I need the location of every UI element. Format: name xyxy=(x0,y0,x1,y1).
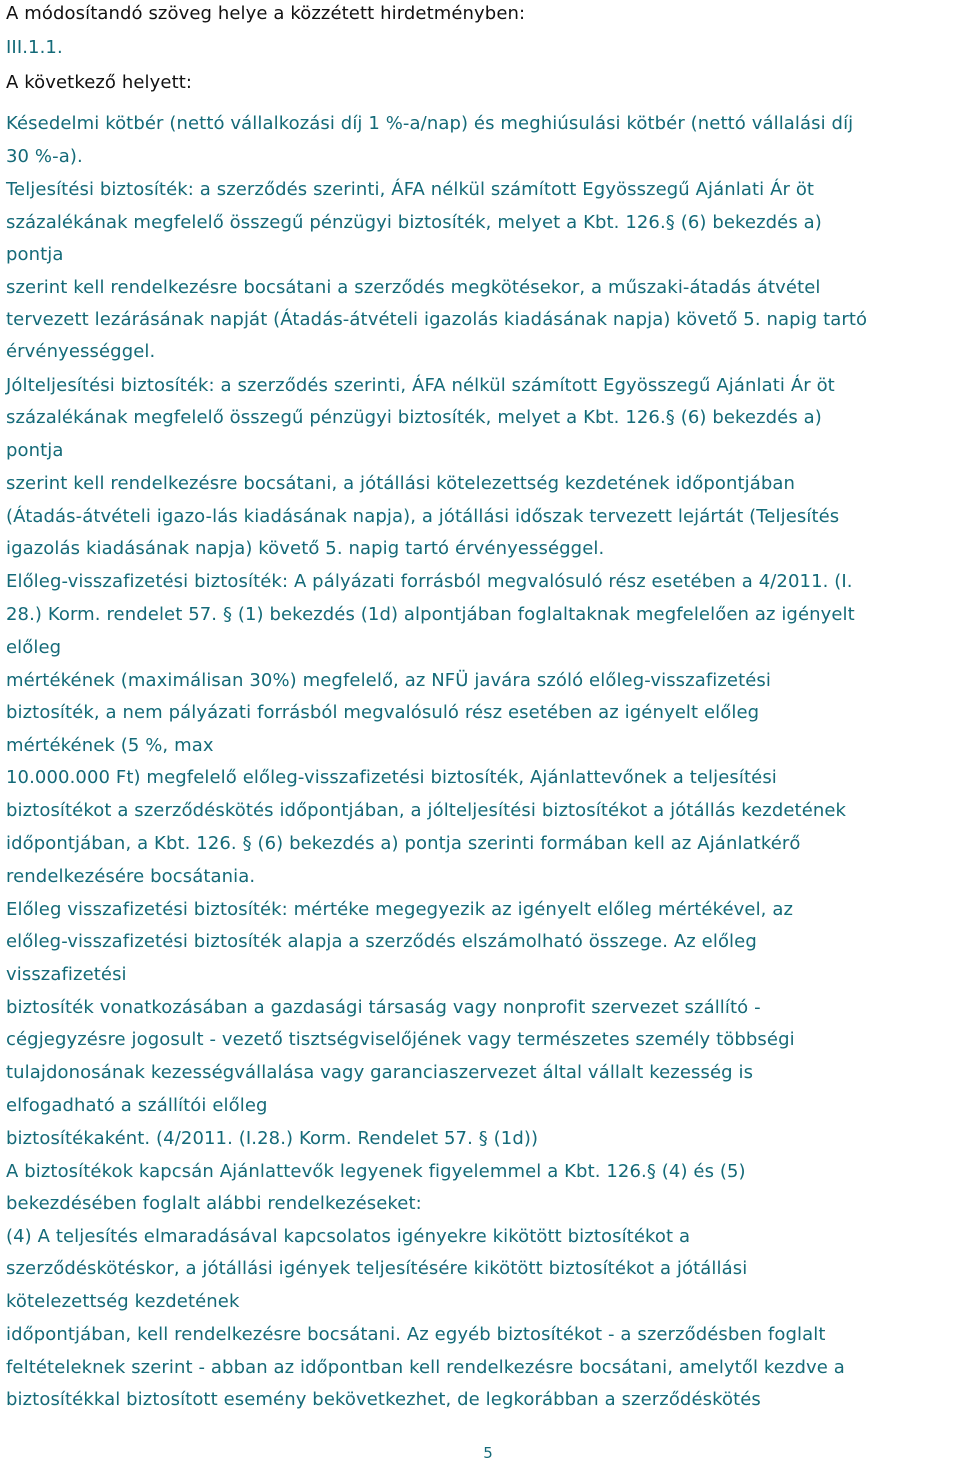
text-line: pontja xyxy=(6,244,64,265)
text-line: tulajdonosának kezességvállalása vagy garanciaszervezet által vállalt kezesség is xyxy=(6,1062,754,1083)
text-line: biztosíték, a nem pályázati forrásból megvalósuló rész esetében az igényelt előleg xyxy=(6,702,760,723)
text-line: pontja xyxy=(6,440,64,461)
text-line: biztosítékot a szerződéskötés időpontjában, a jólteljesítési biztosítékot a jótállás kezdetének xyxy=(6,800,847,821)
text-line: Késedelmi kötbér (nettó vállalkozási díj 1 %-a/nap) és meghiúsulási kötbér (nettó vállalási díj xyxy=(6,113,854,134)
text-line: érvényességgel. xyxy=(6,341,156,362)
text-line: időpontjában, kell rendelkezésre bocsátani. Az egyéb biztosítékot - a szerződésben foglalt xyxy=(6,1324,826,1345)
text-line: százalékának megfelelő összegű pénzügyi biztosíték, melyet a Kbt. 126.§ (6) bekezdés a) xyxy=(6,212,822,233)
text-line: mértékének (5 %, max xyxy=(6,735,214,756)
text-line: Előleg-visszafizetési biztosíték: A pályázati forrásból megvalósuló rész esetében a 4/2011. (I. xyxy=(6,571,853,592)
text-line: biztosítékkal biztosított esemény bekövetkezhet, de legkorábban a szerződéskötés xyxy=(6,1389,761,1410)
text-line: biztosíték vonatkozásában a gazdasági társaság vagy nonprofit szervezet szállító - xyxy=(6,997,761,1018)
text-line: szerződéskötéskor, a jótállási igények teljesítésére kikötött biztosítékot a jótállási xyxy=(6,1258,748,1279)
text-line: Teljesítési biztosíték: a szerződés szerinti, ÁFA nélkül számított Egyösszegű Ajánlati Ár öt xyxy=(6,179,815,200)
text-line: Jólteljesítési biztosíték: a szerződés szerinti, ÁFA nélkül számított Egyösszegű Ajánlati Ár öt xyxy=(6,375,835,396)
text-line: időpontjában, a Kbt. 126. § (6) bekezdés a) pontja szerinti formában kell az Ajánlatkérő xyxy=(6,833,801,854)
text-line: kötelezettség kezdetének xyxy=(6,1291,240,1312)
text-line: A biztosítékok kapcsán Ajánlattevők legyenek figyelemmel a Kbt. 126.§ (4) és (5) xyxy=(6,1161,746,1182)
text-line: visszafizetési xyxy=(6,964,127,985)
text-line: szerint kell rendelkezésre bocsátani, a jótállási kötelezettség kezdetének időpontjában xyxy=(6,473,796,494)
text-line: (Átadás-átvételi igazo-lás kiadásának napja), a jótállási időszak tervezett lejártát (Teljesítés xyxy=(6,506,840,527)
text-line: előleg-visszafizetési biztosíték alapja a szerződés elszámolható összege. Az előleg xyxy=(6,931,757,952)
text-line: százalékának megfelelő összegű pénzügyi biztosíték, melyet a Kbt. 126.§ (6) bekezdés a) xyxy=(6,407,822,428)
text-line: (4) A teljesítés elmaradásával kapcsolatos igényekre kikötött biztosítékot a xyxy=(6,1226,691,1247)
text-line: cégjegyzésre jogosult - vezető tisztségviselőjének vagy természetes személy többségi xyxy=(6,1029,795,1050)
text-line: bekezdésében foglalt alábbi rendelkezéseket: xyxy=(6,1193,422,1214)
section-reference: III.1.1. xyxy=(6,37,63,58)
text-line: 28.) Korm. rendelet 57. § (1) bekezdés (1d) alpontjában foglaltaknak megfelelően az igényelt xyxy=(6,604,855,625)
text-line: tervezett lezárásának napját (Átadás-átvételi igazolás kiadásának napja) követő 5. napig tartó xyxy=(6,309,868,330)
page-number: 5 xyxy=(483,1444,493,1462)
text-line: Előleg visszafizetési biztosíték: mértéke megegyezik az igényelt előleg mértékével, az xyxy=(6,899,794,920)
text-line: előleg xyxy=(6,637,62,658)
text-line: 30 %-a). xyxy=(6,146,83,167)
document-heading: A módosítandó szöveg helye a közzétett hirdetményben: xyxy=(6,3,526,24)
instead-label: A következő helyett: xyxy=(6,72,193,93)
text-line: szerint kell rendelkezésre bocsátani a szerződés megkötésekor, a műszaki-átadás átvétel xyxy=(6,277,821,298)
text-line: elfogadható a szállítói előleg xyxy=(6,1095,268,1116)
text-line: igazolás kiadásának napja) követő 5. napig tartó érvényességgel. xyxy=(6,538,605,559)
text-line: 10.000.000 Ft) megfelelő előleg-visszafizetési biztosíték, Ajánlattevőnek a teljesítési xyxy=(6,767,777,788)
text-line: feltételeknek szerint - abban az időpontban kell rendelkezésre bocsátani, amelytől kezdve a xyxy=(6,1357,845,1378)
text-line: mértékének (maximálisan 30%) megfelelő, az NFÜ javára szóló előleg-visszafizetési xyxy=(6,670,772,691)
text-line: rendelkezésére bocsátania. xyxy=(6,866,256,887)
text-line: biztosítékaként. (4/2011. (I.28.) Korm. Rendelet 57. § (1d)) xyxy=(6,1128,539,1149)
